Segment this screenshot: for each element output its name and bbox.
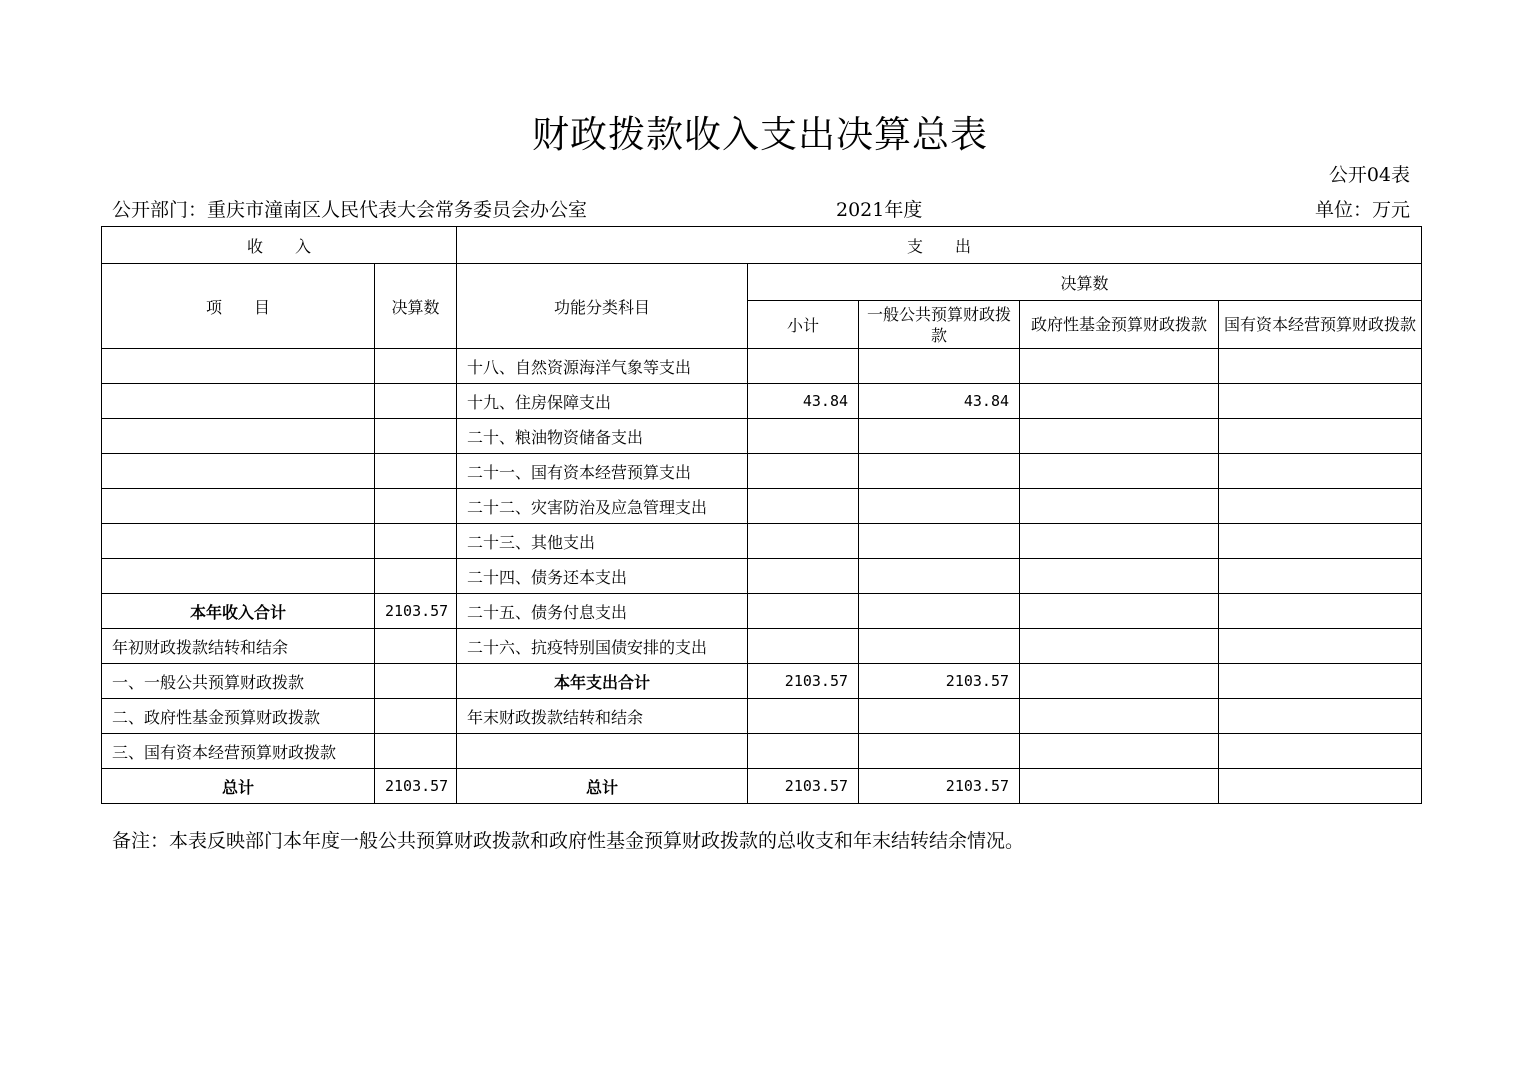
- income-amount-cell: [375, 419, 457, 454]
- fiscal-year: 2021年度: [836, 199, 923, 221]
- subtotal-cell: [748, 594, 859, 629]
- gov-fund-cell: [1020, 734, 1219, 769]
- subtotal-cell: 2103.57: [748, 664, 859, 699]
- item-header: 项 目: [102, 264, 375, 349]
- gov-fund-cell: [1020, 699, 1219, 734]
- expense-category-cell: 二十五、债务付息支出: [457, 594, 748, 629]
- subtotal-cell: [748, 524, 859, 559]
- gov-fund-cell: [1020, 769, 1219, 804]
- state-capital-cell: [1219, 664, 1422, 699]
- func-category-header: 功能分类科目: [457, 264, 748, 349]
- income-item-cell: [102, 454, 375, 489]
- table-row: [102, 664, 1422, 699]
- subtotal-cell: [748, 349, 859, 384]
- expense-category-cell: 二十六、抗疫特别国债安排的支出: [457, 629, 748, 664]
- table-row: [102, 489, 1422, 524]
- state-capital-cell: [1219, 699, 1422, 734]
- subtotal-header: 小计: [748, 301, 859, 349]
- income-amount-cell: [375, 699, 457, 734]
- subtotal-cell: 2103.57: [748, 769, 859, 804]
- general-budget-cell: [859, 524, 1020, 559]
- income-amount-cell: 2103.57: [375, 594, 457, 629]
- expense-category-cell: 二十二、灾害防治及应急管理支出: [457, 489, 748, 524]
- general-budget-cell: [859, 734, 1020, 769]
- gov-fund-cell: [1020, 489, 1219, 524]
- income-amount-cell: [375, 734, 457, 769]
- state-capital-header: 国有资本经营预算财政拨款: [1219, 301, 1422, 349]
- income-amount-header: 决算数: [375, 264, 457, 349]
- income-item-cell: [102, 489, 375, 524]
- state-capital-cell: [1219, 384, 1422, 419]
- income-amount-cell: [375, 454, 457, 489]
- expense-category-cell: 十九、住房保障支出: [457, 384, 748, 419]
- subtotal-cell: [748, 489, 859, 524]
- income-item-cell: 二、政府性基金预算财政拨款: [102, 699, 375, 734]
- table-row: [102, 594, 1422, 629]
- gov-fund-cell: [1020, 594, 1219, 629]
- subtotal-cell: [748, 454, 859, 489]
- gov-fund-cell: [1020, 349, 1219, 384]
- general-budget-header: 一般公共预算财政拨款: [859, 301, 1020, 349]
- table-row: [102, 734, 1422, 769]
- subtotal-cell: [748, 629, 859, 664]
- table-row: [102, 629, 1422, 664]
- expense-category-cell: 总计: [457, 769, 748, 804]
- state-capital-cell: [1219, 419, 1422, 454]
- income-amount-cell: [375, 664, 457, 699]
- subtotal-cell: [748, 699, 859, 734]
- gov-fund-cell: [1020, 454, 1219, 489]
- department-label: 公开部门：重庆市潼南区人民代表大会常务委员会办公室: [112, 199, 588, 221]
- gov-fund-cell: [1020, 384, 1219, 419]
- expense-category-cell: 二十三、其他支出: [457, 524, 748, 559]
- expense-category-cell: 二十四、债务还本支出: [457, 559, 748, 594]
- general-budget-cell: [859, 489, 1020, 524]
- expense-category-cell: [457, 734, 748, 769]
- table-row: [102, 454, 1422, 489]
- income-amount-cell: [375, 524, 457, 559]
- gov-fund-cell: [1020, 664, 1219, 699]
- general-budget-cell: [859, 699, 1020, 734]
- form-number: 公开04表: [1328, 164, 1410, 186]
- gov-fund-cell: [1020, 559, 1219, 594]
- table-body: [102, 349, 1422, 804]
- income-item-cell: [102, 419, 375, 454]
- gov-fund-cell: [1020, 629, 1219, 664]
- state-capital-cell: [1219, 734, 1422, 769]
- state-capital-cell: [1219, 489, 1422, 524]
- table-row: [102, 559, 1422, 594]
- general-budget-cell: [859, 629, 1020, 664]
- income-item-cell: [102, 524, 375, 559]
- income-item-cell: 三、国有资本经营预算财政拨款: [102, 734, 375, 769]
- expense-category-cell: 十八、自然资源海洋气象等支出: [457, 349, 748, 384]
- subtotal-cell: [748, 419, 859, 454]
- income-item-cell: 一、一般公共预算财政拨款: [102, 664, 375, 699]
- general-budget-cell: [859, 349, 1020, 384]
- table-row: [102, 384, 1422, 419]
- state-capital-cell: [1219, 769, 1422, 804]
- general-budget-cell: [859, 454, 1020, 489]
- expense-amount-header: 决算数: [748, 264, 1422, 301]
- state-capital-cell: [1219, 559, 1422, 594]
- state-capital-cell: [1219, 524, 1422, 559]
- income-amount-cell: [375, 384, 457, 419]
- general-budget-cell: [859, 559, 1020, 594]
- gov-fund-header: 政府性基金预算财政拨款: [1020, 301, 1219, 349]
- income-item-cell: [102, 384, 375, 419]
- expense-category-cell: 二十、粮油物资储备支出: [457, 419, 748, 454]
- finance-table: [101, 226, 1422, 804]
- income-amount-cell: [375, 629, 457, 664]
- general-budget-cell: 2103.57: [859, 769, 1020, 804]
- general-budget-cell: 2103.57: [859, 664, 1020, 699]
- expense-category-cell: 本年支出合计: [457, 664, 748, 699]
- table-row: [102, 524, 1422, 559]
- meta-row: [112, 195, 1410, 223]
- income-header: 收 入: [102, 227, 457, 264]
- expense-header: 支 出: [457, 227, 1422, 264]
- general-budget-cell: [859, 419, 1020, 454]
- table-row: [102, 419, 1422, 454]
- table-row: [102, 349, 1422, 384]
- page-title: 财政拨款收入支出决算总表: [532, 113, 988, 156]
- expense-category-cell: 年末财政拨款结转和结余: [457, 699, 748, 734]
- table-row: [102, 769, 1422, 804]
- general-budget-cell: 43.84: [859, 384, 1020, 419]
- subtotal-cell: 43.84: [748, 384, 859, 419]
- general-budget-cell: [859, 594, 1020, 629]
- gov-fund-cell: [1020, 524, 1219, 559]
- income-item-cell: [102, 559, 375, 594]
- income-item-cell: 本年收入合计: [102, 594, 375, 629]
- state-capital-cell: [1219, 629, 1422, 664]
- gov-fund-cell: [1020, 419, 1219, 454]
- income-amount-cell: [375, 489, 457, 524]
- income-item-cell: 年初财政拨款结转和结余: [102, 629, 375, 664]
- state-capital-cell: [1219, 349, 1422, 384]
- expense-category-cell: 二十一、国有资本经营预算支出: [457, 454, 748, 489]
- table-row: [102, 699, 1422, 734]
- subtotal-cell: [748, 734, 859, 769]
- state-capital-cell: [1219, 594, 1422, 629]
- income-amount-cell: [375, 349, 457, 384]
- income-item-cell: 总计: [102, 769, 375, 804]
- footnote: 备注：本表反映部门本年度一般公共预算财政拨款和政府性基金预算财政拨款的总收支和年末结转结余情况。: [112, 830, 1025, 852]
- income-item-cell: [102, 349, 375, 384]
- subtotal-cell: [748, 559, 859, 594]
- income-amount-cell: [375, 559, 457, 594]
- state-capital-cell: [1219, 454, 1422, 489]
- income-amount-cell: 2103.57: [375, 769, 457, 804]
- unit-label: 单位：万元: [1314, 199, 1410, 221]
